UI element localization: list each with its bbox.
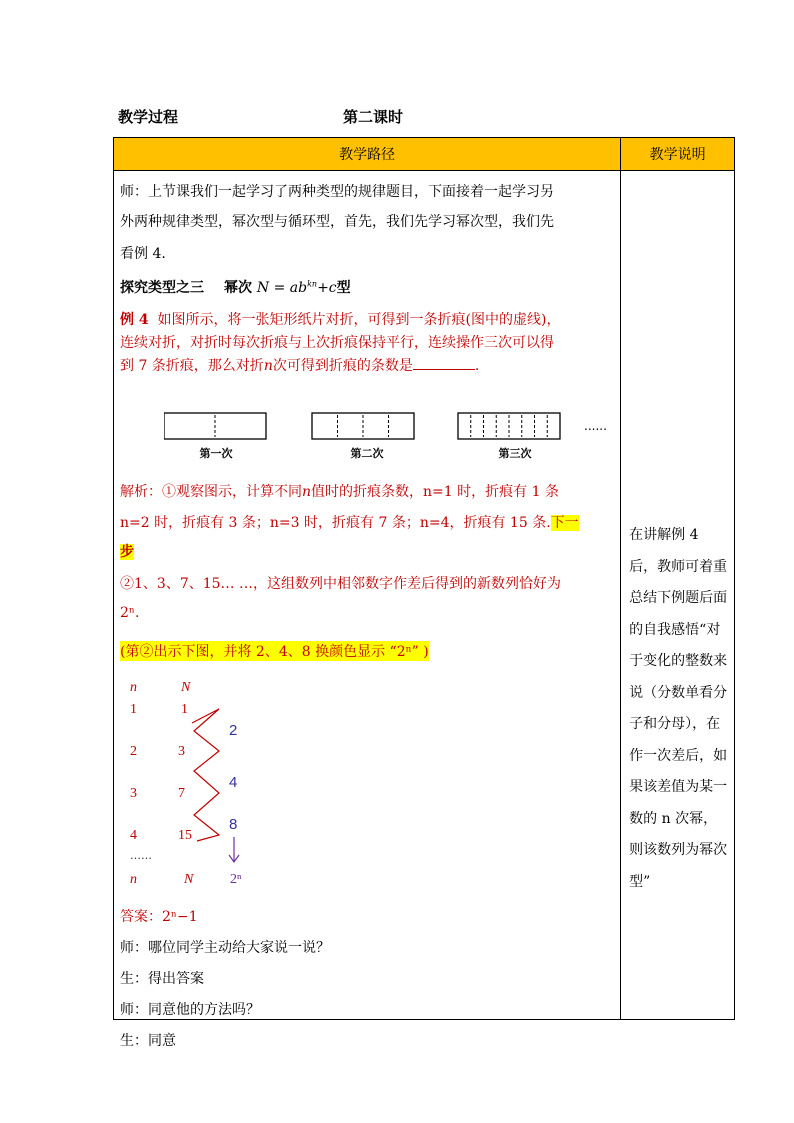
diagram-n-1: 1 bbox=[130, 702, 137, 717]
analysis-line-2 bbox=[120, 512, 579, 532]
example-text-1: 如图所示，将一张矩形纸片对折，可得到一条折痕(图中的虚线)， bbox=[157, 312, 561, 328]
example-label: 例 4 bbox=[120, 312, 149, 328]
diagram-n-3: 3 bbox=[130, 786, 137, 801]
next-step-a: 下一 bbox=[550, 515, 579, 531]
diagram-N-4: 15 bbox=[178, 828, 192, 843]
analysis-next-step bbox=[120, 541, 134, 561]
col-header-path: 教学路径 bbox=[114, 138, 621, 171]
fold-dots: ...... bbox=[584, 419, 607, 433]
difference-diagram bbox=[114, 671, 374, 891]
dialog-line-2: 生：得出答案 bbox=[120, 971, 204, 987]
diagram-result: 2ⁿ bbox=[230, 872, 242, 887]
teaching-notes-cell bbox=[621, 171, 735, 1020]
diagram-N-3: 7 bbox=[178, 786, 185, 801]
answer-line: 答案：2ⁿ−1 bbox=[120, 909, 198, 925]
diagram-n-header: n bbox=[130, 680, 137, 695]
diagram-N-header: N bbox=[181, 680, 191, 695]
analysis-line-3: ②1、3、7、15… …，这组数列中相邻数字作差后得到的新数列恰好为 bbox=[120, 576, 561, 592]
diagram-diff-2: 4 bbox=[229, 774, 238, 791]
next-step-b: 步 bbox=[120, 544, 134, 560]
diagram-N-bottom: N bbox=[184, 872, 194, 887]
section-suffix: 型 bbox=[336, 280, 351, 296]
example-text-3b: 次可得到折痕的条数是 bbox=[272, 358, 413, 374]
fold-label-1: 第一次 bbox=[199, 448, 233, 460]
dialog-line-3: 师：同意他的方法吗？ bbox=[120, 1002, 260, 1018]
analysis-text-1a: 解析：①观察图示，计算不同 bbox=[120, 484, 302, 500]
answer-blank bbox=[413, 355, 475, 370]
analysis-text-2: n=2 时，折痕有 3 条；n=3 时，折痕有 7 条；n=4，折痕有 15 条. bbox=[120, 515, 551, 531]
dialog-line-1: 师：哪位同学主动给大家说一说？ bbox=[120, 940, 330, 956]
fold-figure bbox=[164, 411, 614, 461]
diagram-zigzag bbox=[192, 709, 219, 841]
section-type: 幂次 bbox=[224, 280, 252, 296]
analysis-text-1b: 值时的折痕条数， bbox=[311, 484, 424, 500]
fold-label-3: 第三次 bbox=[498, 448, 532, 460]
fold-label-2: 第二次 bbox=[350, 448, 384, 460]
analysis-text-1c: n=1 时，折痕有 1 条 bbox=[423, 484, 559, 500]
analysis-line-4: 2ⁿ. bbox=[120, 605, 140, 621]
example-line-3 bbox=[120, 355, 479, 375]
lesson-period: 第二课时 bbox=[343, 108, 404, 126]
fold-boxes bbox=[164, 413, 560, 439]
section-heading: 教学过程 bbox=[118, 108, 179, 126]
analysis-line-1 bbox=[120, 481, 559, 501]
intro-line-2: 外两种规律类型，幂次型与循环型，首先，我们先学习幂次型，我们先 bbox=[120, 214, 554, 230]
diagram-ellipsis: …… bbox=[130, 849, 152, 862]
diagram-n-4: 4 bbox=[130, 828, 137, 843]
example-line-1 bbox=[120, 309, 560, 329]
analysis-note: (第②出示下图，并将 2、4、8 换颜色显示 “2ⁿ” ) bbox=[120, 641, 429, 661]
diagram-diff-3: 8 bbox=[229, 816, 238, 833]
section-label: 探究类型之三 bbox=[120, 280, 204, 296]
dialog-line-4: 生：同意 bbox=[120, 1033, 176, 1049]
lesson-table bbox=[113, 137, 735, 1049]
example-end: . bbox=[474, 358, 480, 374]
section-title bbox=[120, 277, 351, 297]
diagram-diff-1: 2 bbox=[229, 722, 238, 739]
intro-line-3: 看例 4. bbox=[120, 246, 166, 262]
teaching-path-cell bbox=[114, 171, 621, 1049]
diagram-N-1: 1 bbox=[181, 702, 188, 717]
intro-line-1: 师：上节课我们一起学习了两种类型的规律题目，下面接着一起学习另 bbox=[120, 184, 554, 200]
col-header-notes: 教学说明 bbox=[621, 138, 735, 171]
diagram-n-bottom: n bbox=[130, 872, 137, 887]
teaching-note: 在讲解例 4 后，教师可着重总结下例题后面的自我感悟“对于变化的整数来说（分数单看分子和分母），在作一次差后，如果该差值为某一数的 n 次幂，则该数列为幂次型” bbox=[629, 527, 728, 890]
example-text-3a: 到 7 条折痕，那么对折 bbox=[120, 358, 264, 374]
section-formula: $N = ab^{kn}+c$ bbox=[256, 279, 337, 296]
analysis-n: n bbox=[302, 484, 312, 500]
example-n: n bbox=[263, 358, 273, 374]
diagram-n-2: 2 bbox=[130, 744, 137, 759]
example-line-2: 连续对折，对折时每次折痕与上次折痕保持平行，连续操作三次可以得 bbox=[120, 335, 554, 351]
diagram-N-2: 3 bbox=[178, 744, 185, 759]
